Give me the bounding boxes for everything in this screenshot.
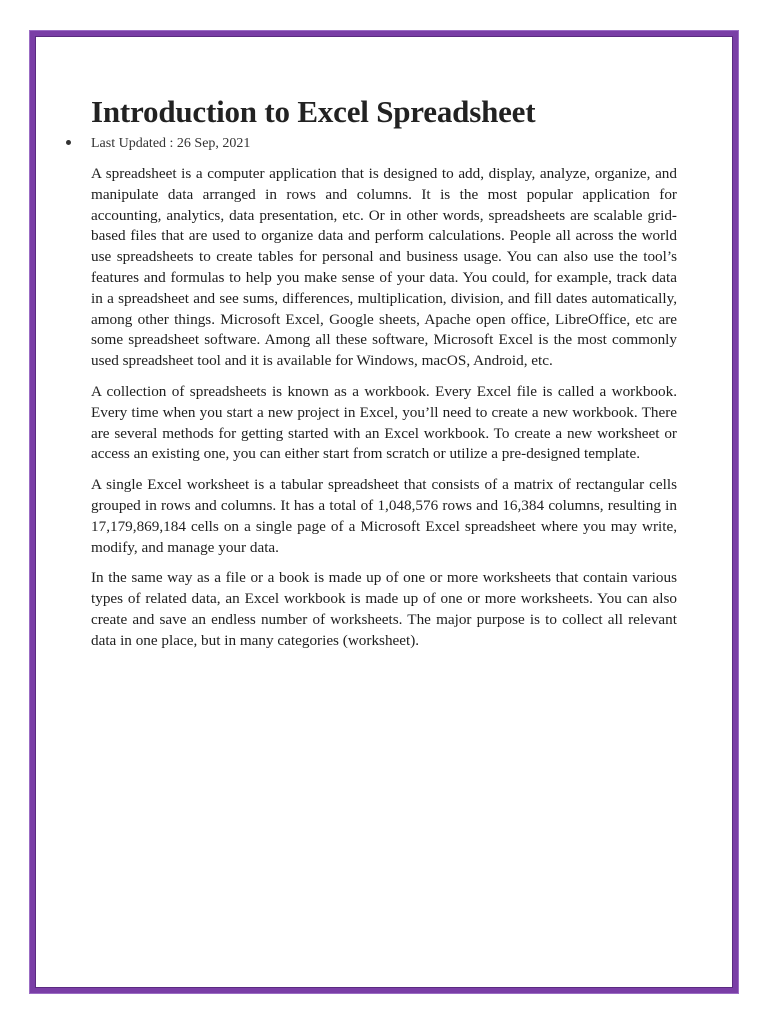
paragraph-workbook: A collection of spreadsheets is known as a workbook. Every Excel file is called a workbook. Every time when you start a new project in Excel, you’ll need to create a new workbook. There are several methods for getting started with an Excel workbook. To create a new worksheet or access an existing one, you can either start from scratch or utilize a pre-designed template. bbox=[91, 382, 677, 463]
paragraph-categories: In the same way as a file or a book is made up of one or more worksheets that contain various types of related data, an Excel workbook is made up of one or more worksheets. You can also create and save an endless number of worksheets. The major purpose is to collect all relevant data in one place, but in many categories (worksheet). bbox=[91, 569, 677, 649]
page-title: Introduction to Excel Spreadsheet bbox=[91, 94, 536, 129]
bullet-icon bbox=[66, 140, 71, 145]
last-updated-row bbox=[91, 133, 677, 151]
last-updated-text: Last Updated : 26 Sep, 2021 bbox=[91, 136, 251, 151]
paragraph-intro: A spreadsheet is a computer application that is designed to add, display, analyze, organize, and manipulate data arranged in rows and columns. It is the most popular application for accounting, analytics, data presentation, etc. Or in other words, spreadsheets are scalable grid-based files that are used to organize data and perform calculations. People all across the world use spreadsheets to create tables for personal and business usage. You can also use the tool’s features and formulas to help you make sense of your data. You could, for example, track data in a spreadsheet and see sums, differences, multiplication, division, and fill dates automatically, among other things. Microsoft Excel, Google sheets, Apache open office, LibreOffice, etc are some spreadsheet software. Among all these software, Microsoft Excel is the most commonly used spreadsheet tool and it is available for Windows, macOS, Android, etc. bbox=[91, 165, 677, 370]
document-body bbox=[91, 94, 677, 652]
paragraph-worksheet: A single Excel worksheet is a tabular spreadsheet that consists of a matrix of rectangular cells grouped in rows and columns. It has a total of 1,048,576 rows and 16,384 columns, resulting in 17,179,869,184 cells on a single page of a Microsoft Excel spreadsheet where you may write, modify, and manage your data. bbox=[91, 476, 677, 556]
